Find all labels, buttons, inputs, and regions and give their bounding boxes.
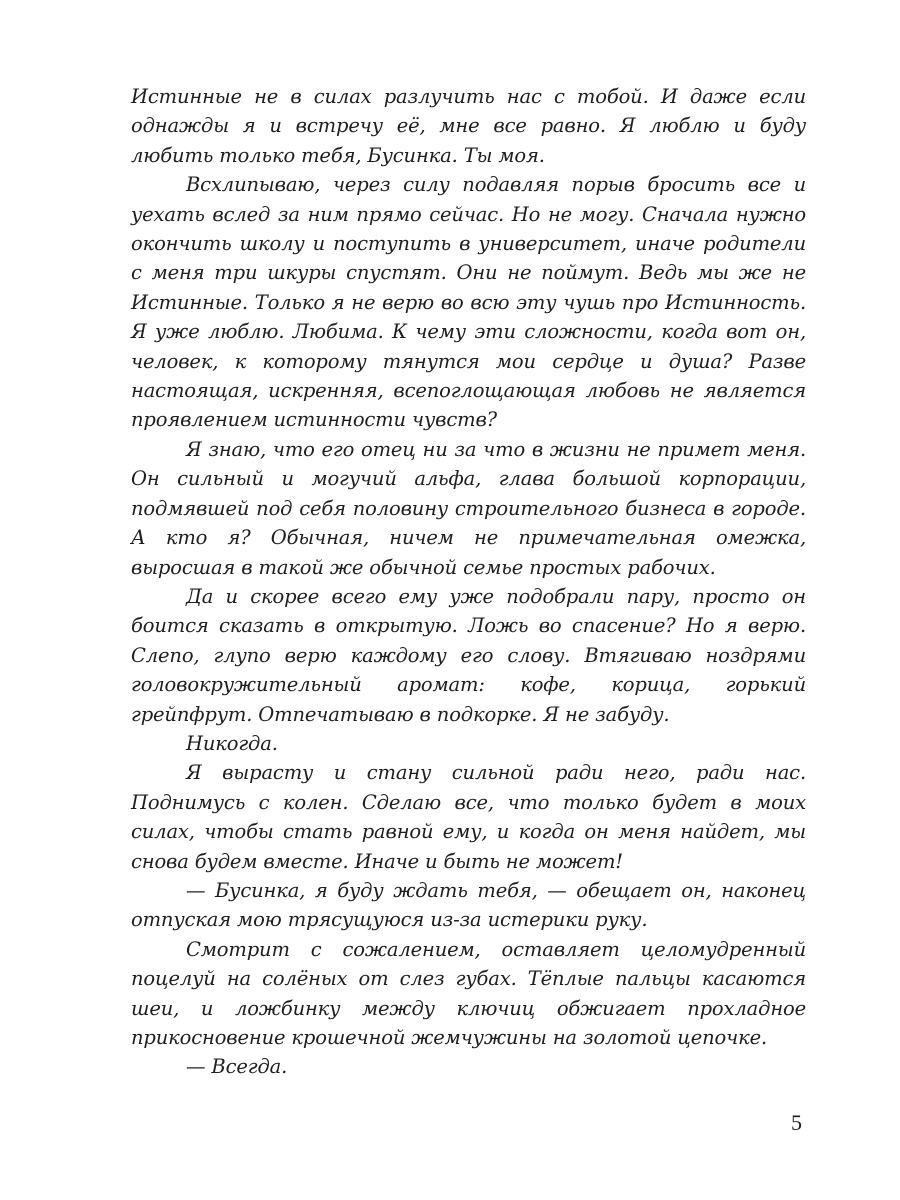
paragraph-8: Смотрит с сожалением, оставляет целомудренный поцелуй на солёных от слез губах. Тёплые пальцы касаются шеи, и ложбинку между ключиц обжигает прохладное прикосновение крошечной жемчужины на золотой цепочке. <box>131 937 806 1049</box>
paragraph-3: Я знаю, что его отец ни за что в жизни не примет меня. Он сильный и могучий альфа, глава большой корпорации, подмявшей под себя половину строительного бизнеса в городе. А кто я? Обычная, ничем не примечательная омежка, выросшая в такой же обычной семье простых рабочих. <box>131 437 806 579</box>
paragraph-9: — Всегда. <box>186 1055 288 1079</box>
paragraph-1: Истинные не в силах разлучить нас с тобой. И даже если однажды я и встречу её, мне все равно. Я люблю и буду любить только тебя, Бусинка. Ты моя. <box>131 85 806 167</box>
paragraph-2: Всхлипываю, через силу подавляя порыв бросить все и уехать вслед за ним прямо сейчас. Но не могу. Сначала нужно окончить школу и поступить в университет, иначе родители с меня три шкуры спустят. Они не поймут. Ведь мы же не Истинные. Только я не верю во всю эту чушь про Истинность. Я уже люблю. Любима. К чему эти сложности, когда вот он, человек, к которому тянутся мои сердце и душа? Разве настоящая, искренняя, всепоглощающая любовь не является проявлением истинности чувств? <box>131 173 806 432</box>
body-text <box>131 82 806 1082</box>
page-number: 5 <box>791 1110 802 1135</box>
paragraph-6: Я вырасту и стану сильной ради него, ради нас. Поднимусь с колен. Сделаю все, что только будет в моих силах, чтобы стать равной ему, и когда он меня найдет, мы снова будем вместе. Иначе и быть не может! <box>131 761 806 873</box>
paragraph-5: Никогда. <box>186 731 278 755</box>
paragraph-4: Да и скорее всего ему уже подобрали пару, просто он боится сказать в открытую. Ложь во спасение? Но я верю. Слепо, глупо верю каждому его слову. Втягиваю ноздрями головокружительный аромат: кофе, корица, горький грейпфрут. Отпечатываю в подкорке. Я не забуду. <box>131 584 806 726</box>
paragraph-7: — Бусинка, я буду ждать тебя, — обещает он, наконец отпуская мою трясущуюся из-за истерики руку. <box>131 878 806 932</box>
